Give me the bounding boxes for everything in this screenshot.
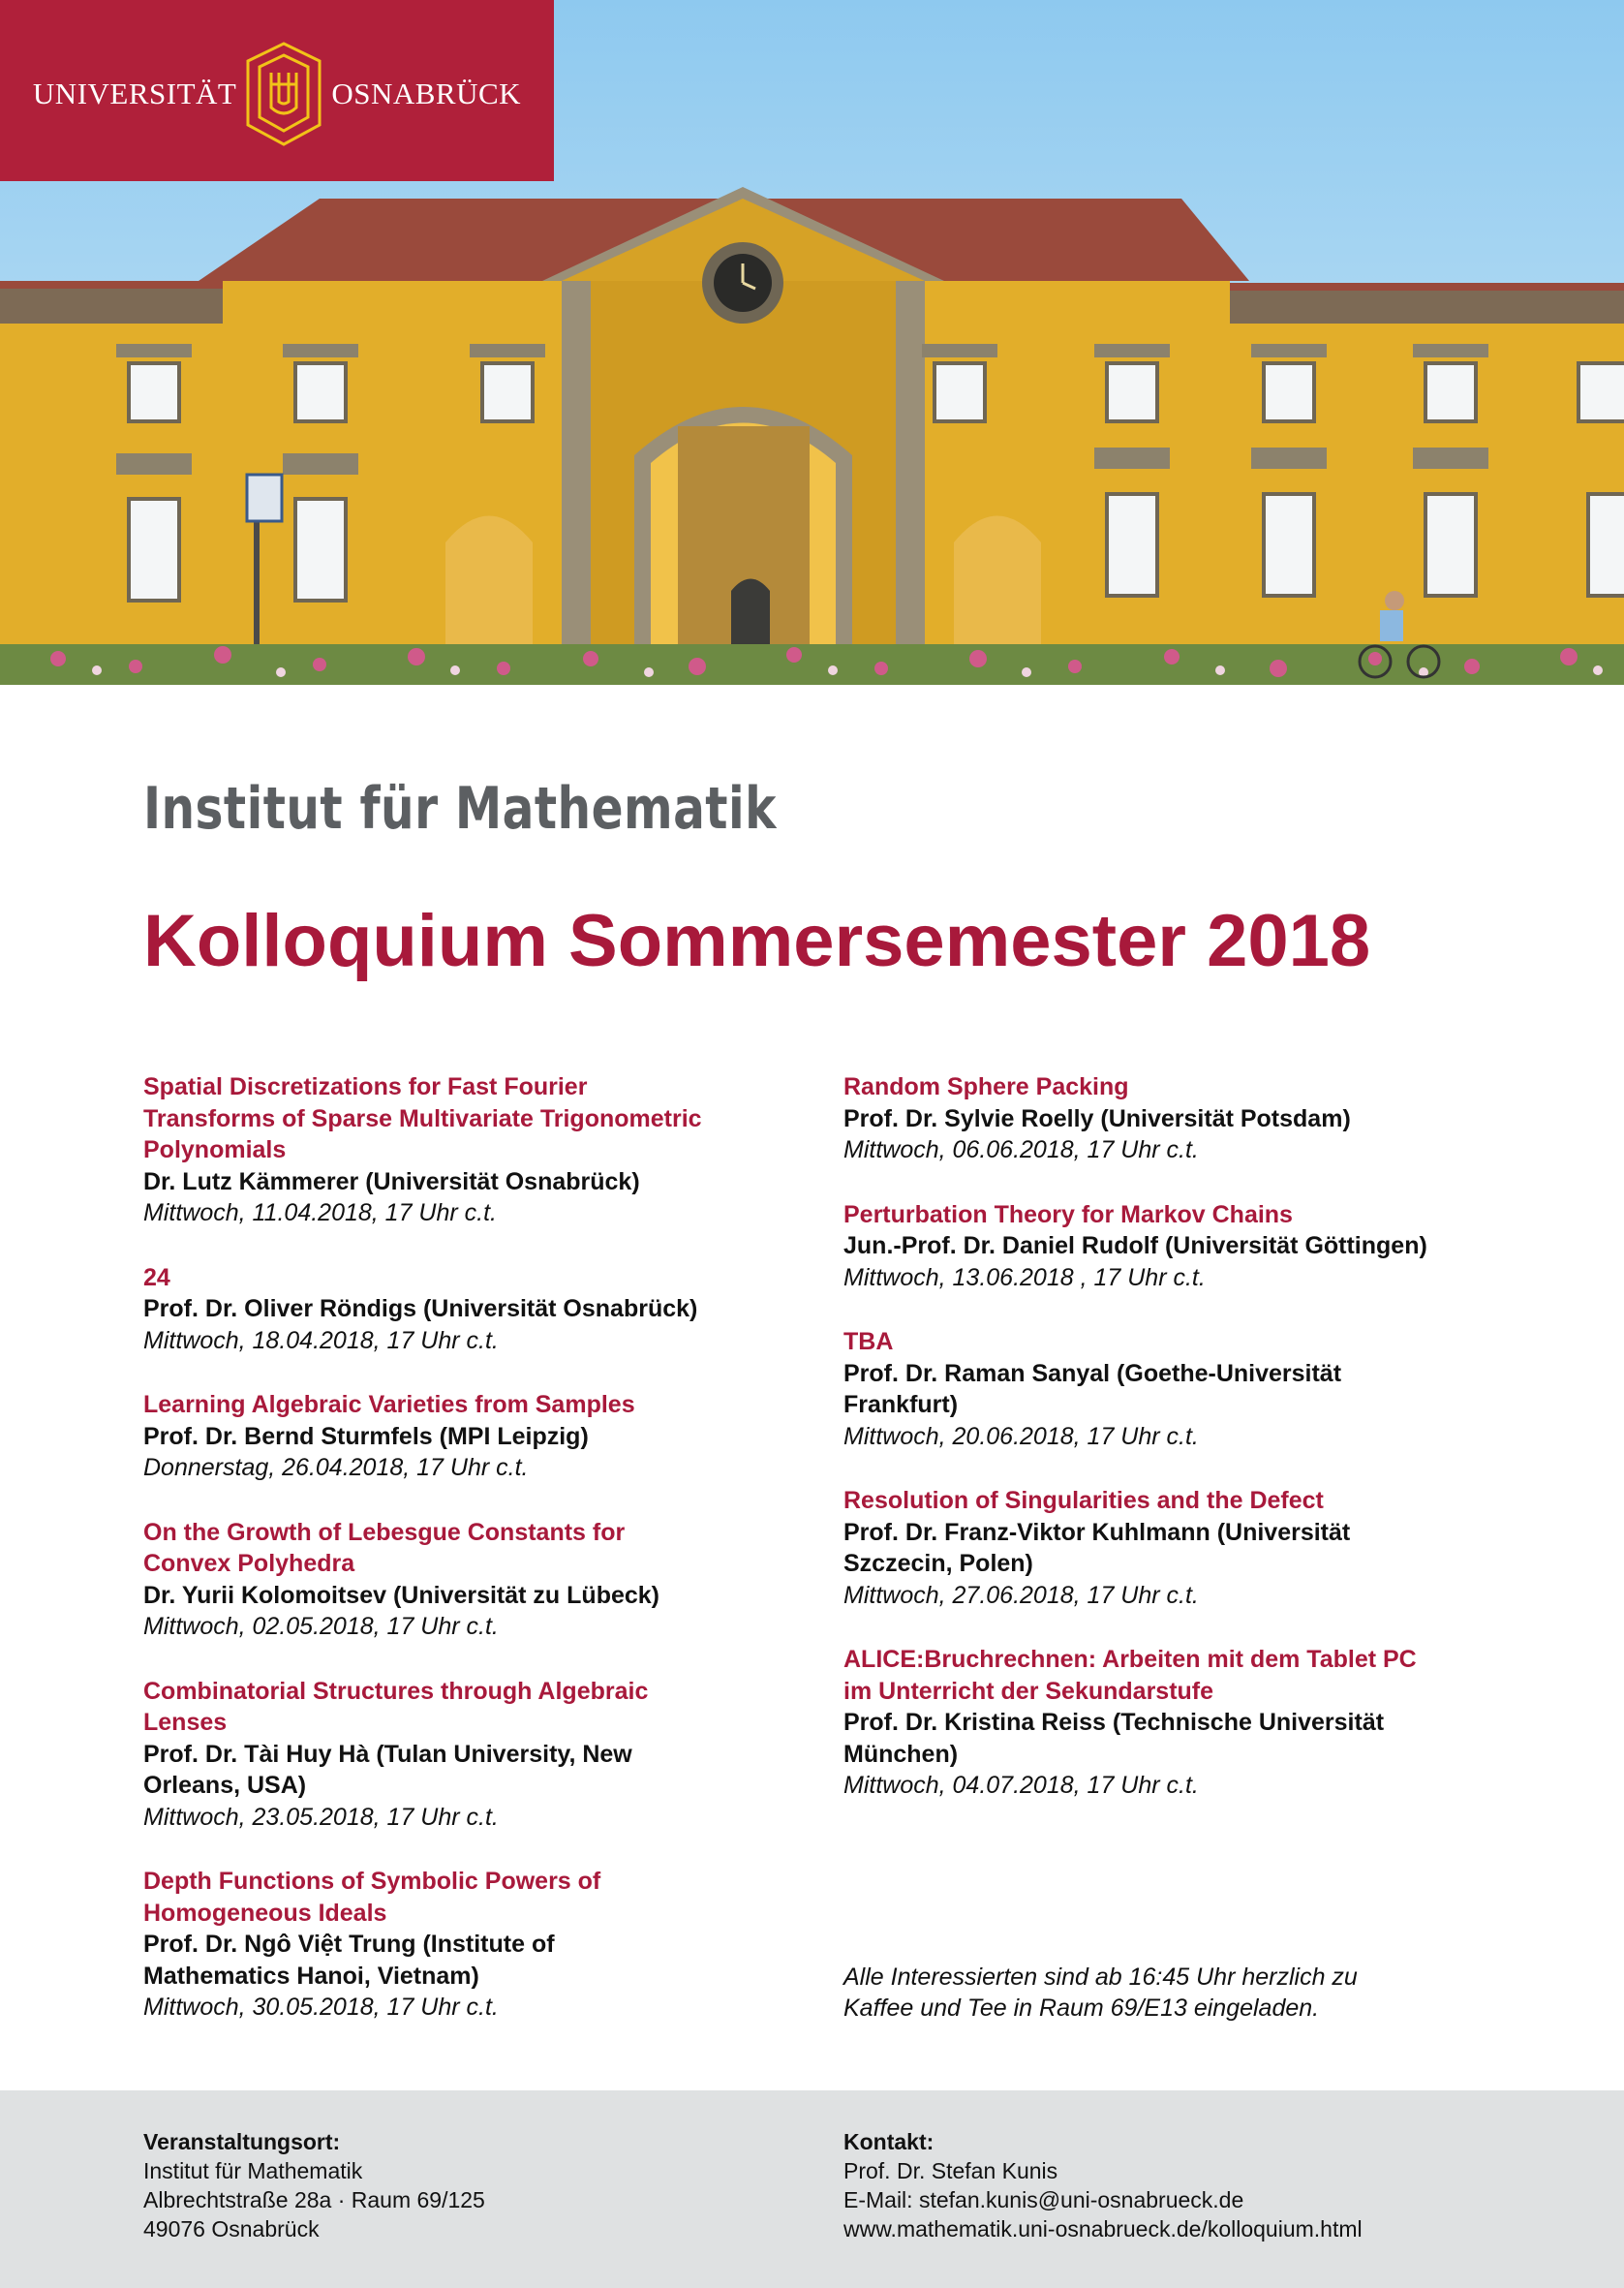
university-emblem-icon — [242, 40, 325, 148]
talk-title: Transforms of Sparse Multivariate Trigonometric — [143, 1104, 702, 1132]
talk-title: 24 — [143, 1263, 170, 1291]
talk-speaker: Prof. Dr. Kristina Reiss (Technische Universität — [843, 1709, 1385, 1736]
talk-speaker: Prof. Dr. Tài Huy Hà (Tulan University, New — [143, 1740, 632, 1768]
talk-speaker: Jun.-Prof. Dr. Daniel Rudolf (Universität Göttingen) — [843, 1232, 1427, 1259]
institute-heading: Institut für Mathematik — [143, 775, 777, 843]
talk-speaker: Prof. Dr. Raman Sanyal (Goethe-Universität — [843, 1359, 1342, 1387]
talk-entry — [143, 1517, 802, 1643]
talk-date: Donnerstag, 26.04.2018, 17 Uhr c.t. — [143, 1454, 529, 1481]
talk-date: Mittwoch, 02.05.2018, 17 Uhr c.t. — [143, 1613, 499, 1640]
invitation-note — [843, 1962, 1463, 2024]
talk-title: Convex Polyhedra — [143, 1550, 355, 1577]
talk-title: Learning Algebraic Varieties from Samples — [143, 1391, 635, 1418]
talk-title: Polynomials — [143, 1136, 287, 1163]
talk-title: ALICE:Bruchrechnen: Arbeiten mit dem Tablet PC — [843, 1646, 1417, 1673]
talk-speaker: Prof. Dr. Oliver Röndigs (Universität Osnabrück) — [143, 1295, 698, 1322]
contact-email-link[interactable]: E-Mail: stefan.kunis@uni-osnabrueck.de — [843, 2187, 1244, 2212]
logo-word-right: OSNABRÜCK — [331, 76, 522, 110]
talk-title: Random Sphere Packing — [843, 1073, 1129, 1100]
invitation-line: Alle Interessierten sind ab 16:45 Uhr herzlich zu — [843, 1963, 1358, 1991]
talk-title: Homogeneous Ideals — [143, 1899, 387, 1927]
talk-speaker: Prof. Dr. Bernd Sturmfels (MPI Leipzig) — [143, 1422, 589, 1450]
talk-date: Mittwoch, 23.05.2018, 17 Uhr c.t. — [143, 1803, 499, 1831]
venue-line: Albrechtstraße 28a · Raum 69/125 — [143, 2187, 485, 2212]
talk-speaker: Frankfurt) — [843, 1391, 959, 1418]
talk-speaker: Orleans, USA) — [143, 1772, 307, 1799]
talk-speaker: München) — [843, 1740, 959, 1768]
venue-block — [143, 2127, 485, 2243]
talk-title: Lenses — [143, 1709, 228, 1736]
talk-entry — [843, 1071, 1521, 1166]
talk-title: On the Growth of Lebesgue Constants for — [143, 1518, 626, 1546]
talk-date: Mittwoch, 11.04.2018, 17 Uhr c.t. — [143, 1199, 498, 1226]
talk-date: Mittwoch, 18.04.2018, 17 Uhr c.t. — [143, 1326, 499, 1354]
logo-word-left: UNIVERSITÄT — [32, 76, 237, 110]
venue-heading: Veranstaltungsort: — [143, 2129, 341, 2154]
talk-title: Spatial Discretizations for Fast Fourier — [143, 1073, 588, 1100]
talk-title: TBA — [843, 1328, 894, 1355]
talk-date: Mittwoch, 27.06.2018, 17 Uhr c.t. — [843, 1581, 1199, 1609]
talk-title: Combinatorial Structures through Algebraic — [143, 1677, 649, 1705]
footer — [0, 2090, 1624, 2288]
talk-date: Mittwoch, 20.06.2018, 17 Uhr c.t. — [843, 1422, 1199, 1450]
talk-entry — [843, 1485, 1521, 1611]
talk-speaker: Dr. Lutz Kämmerer (Universität Osnabrück) — [143, 1167, 640, 1195]
talk-title: Resolution of Singularities and the Defect — [843, 1487, 1324, 1514]
talk-speaker: Prof. Dr. Franz-Viktor Kuhlmann (Universität — [843, 1518, 1351, 1546]
university-logo — [0, 0, 554, 181]
talk-title: Depth Functions of Symbolic Powers of — [143, 1868, 601, 1895]
venue-line: Institut für Mathematik — [143, 2158, 363, 2183]
talk-entry — [843, 1644, 1521, 1802]
talk-speaker: Mathematics Hanoi, Vietnam) — [143, 1962, 479, 1990]
talk-entry — [143, 1389, 802, 1484]
talk-date: Mittwoch, 04.07.2018, 17 Uhr c.t. — [843, 1772, 1199, 1799]
talk-entry — [843, 1199, 1521, 1294]
talk-entry — [843, 1326, 1521, 1452]
talks-column-left — [143, 1071, 802, 2056]
contact-website-link[interactable]: www.mathematik.uni-osnabrueck.de/kolloquium.html — [843, 2216, 1363, 2242]
talks-column-right — [843, 1071, 1521, 1835]
talk-entry — [143, 1262, 802, 1357]
contact-name: Prof. Dr. Stefan Kunis — [843, 2158, 1058, 2183]
invitation-line: Kaffee und Tee in Raum 69/E13 eingeladen. — [843, 1994, 1320, 2022]
talk-entry — [143, 1866, 802, 2024]
colloquium-heading: Kolloquium Sommersemester 2018 — [143, 900, 1371, 982]
talk-speaker: Prof. Dr. Sylvie Roelly (Universität Potsdam) — [843, 1104, 1351, 1132]
talk-date: Mittwoch, 30.05.2018, 17 Uhr c.t. — [143, 1994, 499, 2021]
contact-block — [843, 2127, 1363, 2243]
talk-title: Perturbation Theory for Markov Chains — [843, 1200, 1293, 1228]
talk-speaker: Szczecin, Polen) — [843, 1550, 1033, 1577]
contact-heading: Kontakt: — [843, 2129, 935, 2154]
talk-entry — [143, 1071, 802, 1229]
talk-entry — [143, 1676, 802, 1834]
venue-line: 49076 Osnabrück — [143, 2216, 320, 2242]
header-photo — [0, 0, 1624, 685]
talk-date: Mittwoch, 06.06.2018, 17 Uhr c.t. — [843, 1136, 1199, 1163]
talk-speaker: Prof. Dr. Ngô Việt Trung (Institute of — [143, 1931, 555, 1958]
talk-speaker: Dr. Yurii Kolomoitsev (Universität zu Lübeck) — [143, 1581, 659, 1609]
talk-date: Mittwoch, 13.06.2018 , 17 Uhr c.t. — [843, 1263, 1206, 1291]
talk-title: im Unterricht der Sekundarstufe — [843, 1677, 1214, 1705]
